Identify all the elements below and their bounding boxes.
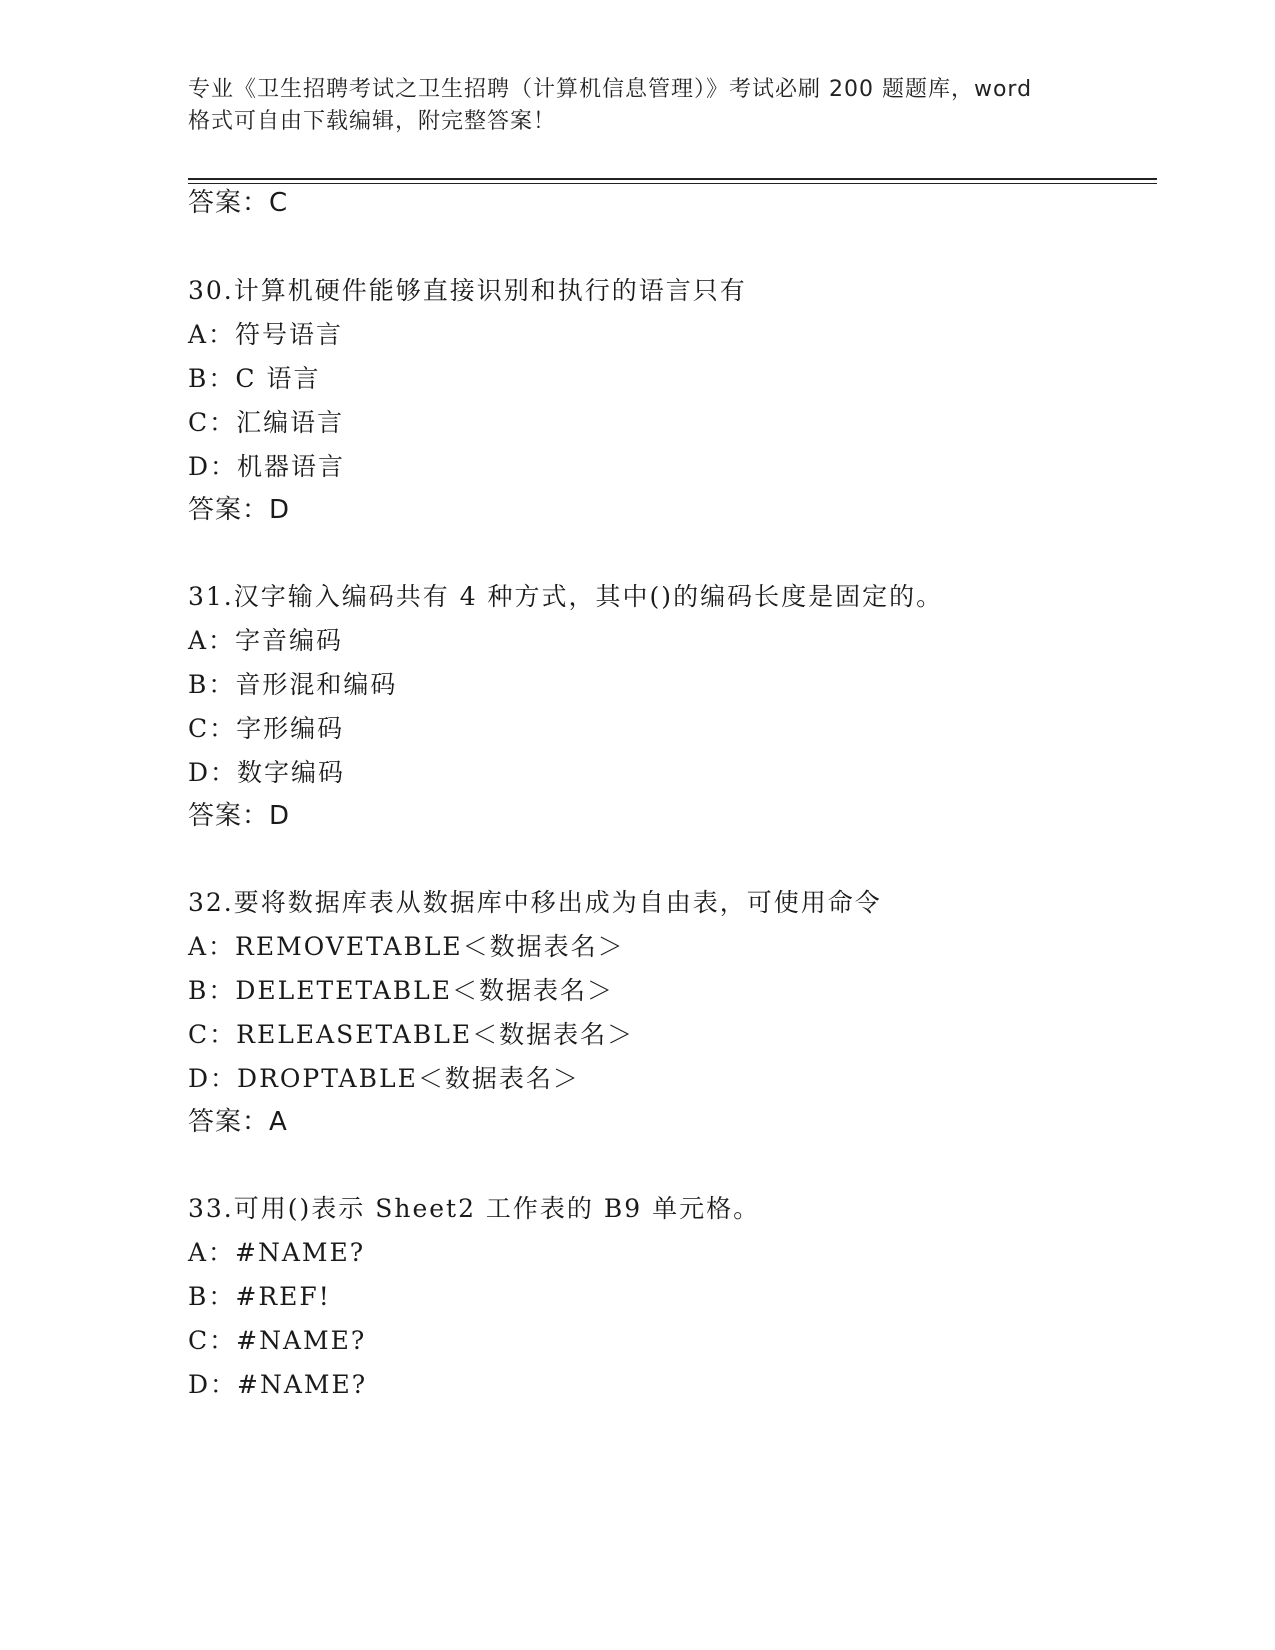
question-option: D：#NAME? xyxy=(188,1370,368,1399)
question-answer: 答案：D xyxy=(188,495,291,525)
question-option: A：REMOVETABLE＜数据表名＞ xyxy=(188,932,625,961)
question-option: A：字音编码 xyxy=(188,626,344,655)
question-stem: 33.可用()表示 Sheet2 工作表的 B9 单元格。 xyxy=(188,1194,761,1223)
question-answer: 答案：D xyxy=(188,801,291,831)
question-option: D：数字编码 xyxy=(188,758,346,787)
question-option: C：#NAME? xyxy=(188,1326,367,1355)
question-option: A：符号语言 xyxy=(188,320,344,349)
previous-answer: 答案：C xyxy=(188,188,289,218)
question-answer: 答案：A xyxy=(188,1107,288,1137)
question-option: D：DROPTABLE＜数据表名＞ xyxy=(188,1064,580,1093)
header-line-2: 格式可自由下载编辑，附完整答案！ xyxy=(188,109,557,134)
question-stem: 30.计算机硬件能够直接识别和执行的语言只有 xyxy=(188,276,747,305)
question-stem: 32.要将数据库表从数据库中移出成为自由表，可使用命令 xyxy=(188,888,882,917)
question-option: B：C 语言 xyxy=(188,364,321,393)
question-option: B：#REF! xyxy=(188,1282,331,1311)
question-option: A：#NAME? xyxy=(188,1238,366,1267)
question-option: C：汇编语言 xyxy=(188,408,345,437)
header-divider-thin xyxy=(188,183,1157,184)
header-line-1: 专业《卫生招聘考试之卫生招聘（计算机信息管理）》考试必刷 200 题题库，word xyxy=(188,77,1033,102)
question-stem: 31.汉字输入编码共有 4 种方式，其中()的编码长度是固定的。 xyxy=(188,582,944,611)
question-option: D：机器语言 xyxy=(188,452,346,481)
question-option: C：字形编码 xyxy=(188,714,345,743)
question-option: C：RELEASETABLE＜数据表名＞ xyxy=(188,1020,635,1049)
header-divider-thick xyxy=(188,178,1157,180)
question-option: B：DELETETABLE＜数据表名＞ xyxy=(188,976,615,1005)
document-header xyxy=(188,74,1088,138)
question-option: B：音形混和编码 xyxy=(188,670,398,699)
